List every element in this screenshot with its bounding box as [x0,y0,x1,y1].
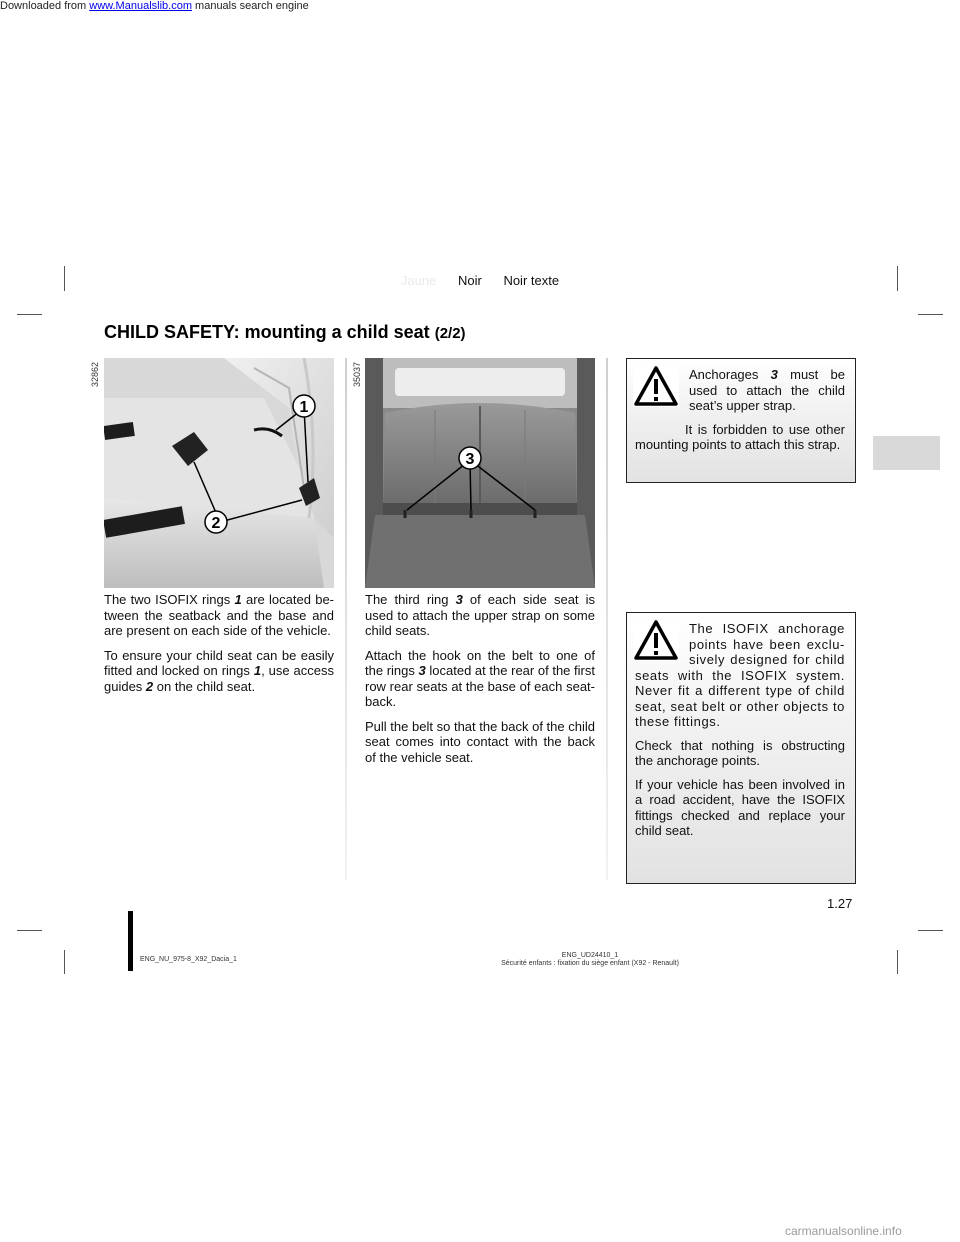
warn1-paragraph2: It is forbidden to use other mounting points to attach this strap. [635,421,845,452]
col2-paragraph3: Pull the belt so that the back of the child seat comes into contact with the back of the vehicle seat. [365,718,595,765]
footer-section-title: Sécurité enfants : fixation du siège enfant (X92 - Renault) [501,960,679,967]
callout-2: 2 [211,515,221,532]
site-watermark-bar [0,1222,960,1242]
footer-section-info [440,952,740,968]
crop-mark [17,314,42,315]
margin-bar [128,911,133,971]
footer-ref: ENG_UD24410_1 [561,952,619,959]
column-divider [606,358,608,880]
warn2-paragraph2: Check that nothing is obstructing the anchorage points. [635,737,845,768]
warn1-paragraph1: Anchorages 3 must be used to attach the child seat’s upper strap. [689,367,846,413]
callout-3: 3 [465,451,475,468]
page-title [104,322,466,343]
column1-text [104,592,334,703]
boot-anchorage-drawing [365,358,595,588]
isofix-seat-drawing [104,358,334,588]
chapter-tab [873,436,940,470]
watermark-text: carmanualsonline.info [785,1224,902,1238]
banner-prefix: Downloaded from [0,0,90,12]
color-jaune: Jaune [400,273,437,288]
warning-triangle-icon [633,365,679,407]
crop-mark [17,930,42,931]
banner-suffix: manuals search engine [191,0,309,12]
column-divider [345,358,347,880]
color-separations [0,273,960,288]
manualslib-banner [0,0,309,12]
footer-doc-code: ENG_NU_975-8_X92_Dacia_1 [140,956,237,963]
page-number: 1.27 [827,896,853,911]
column2-text [365,592,595,774]
isofix-rings-illustration [104,358,334,588]
crop-mark [64,950,65,974]
crop-mark [918,314,943,315]
warn2-paragraph1: The ISOFIX anchorage points have been exclu-sively designed for child seats with the ISOFIX system. Never fit a different type of child seat, seat belt or other objects to these fittings. [635,621,845,729]
warning-box-isofix [626,612,856,884]
col2-paragraph2: Attach the hook on the belt to one of the rings 3 located at the rear of the first row rear seats at the base of each seat-back. [365,647,595,709]
warning-box-strap [626,358,856,483]
figure1-ref: 32862 [90,362,100,388]
col2-paragraph1: The third ring 3 of each side seat is used to attach the upper strap on some child seats. [365,592,595,638]
color-noir-texte: Noir texte [503,273,560,288]
col1-paragraph2: To ensure your child seat can be easily fitted and locked on rings 1, use access guides 2 on the child seat. [104,647,334,694]
figure2-ref: 35037 [352,362,362,388]
manualslib-link[interactable]: www.Manualslib.com [89,0,192,12]
boot-anchorage-photo [365,358,595,588]
page-title-suffix: (2/2) [434,325,466,342]
col1-paragraph1: The two ISOFIX rings 1 are located be-tween the seatback and the base and are present on each side of the vehicle. [104,592,335,638]
callout-1: 1 [299,399,309,416]
warn2-paragraph3: If your vehicle has been involved in a road accident, have the ISOFIX fittings checked and replace your child seat. [635,776,845,838]
crop-mark [897,950,898,974]
page-title-main: CHILD SAFETY: mounting a child seat [104,322,430,342]
color-noir: Noir [457,273,482,288]
crop-mark [918,930,943,931]
warning-triangle-icon [633,619,679,661]
